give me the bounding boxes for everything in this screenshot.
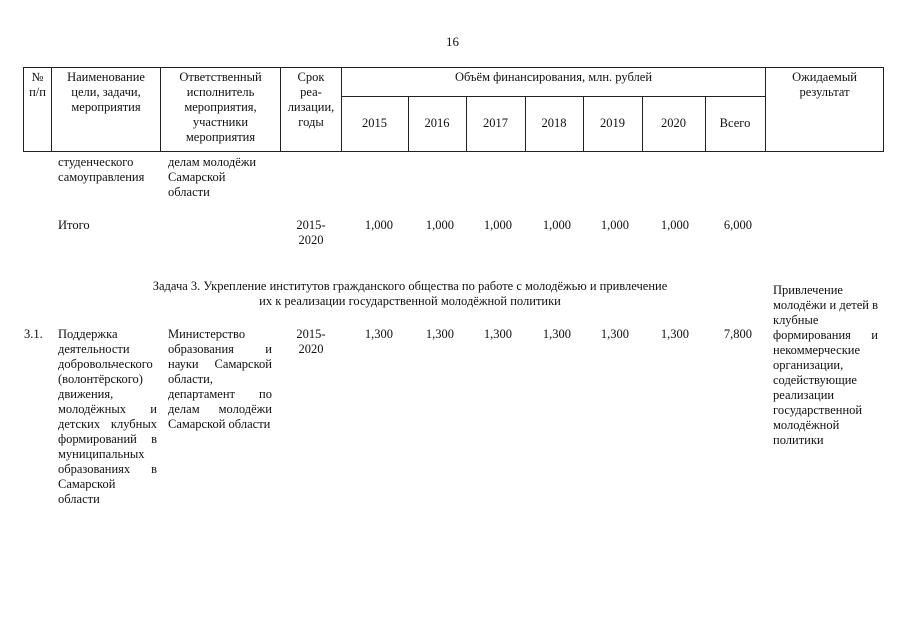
header-year: 2017 [483, 116, 508, 130]
continued-name: студенческого самоуправления [58, 155, 145, 184]
total-term: 2015- 2020 [296, 218, 326, 247]
expected-result: Привлечение молодёжи и детей в клубные формирования и некоммерческие организации, содействующие реализации государственной молодёжной политики [773, 283, 878, 447]
header-year: 2015 [362, 116, 387, 130]
row-value: 1,300 [542, 327, 571, 341]
row-value: 1,300 [483, 327, 512, 341]
page-number: 16 [446, 34, 459, 49]
total-value: 1,000 [483, 218, 512, 232]
total-value: 1,000 [600, 218, 629, 232]
continued-responsible: делам молодёжи Самарской области [168, 155, 257, 199]
total-value: 1,000 [542, 218, 571, 232]
row-value: 1,300 [600, 327, 629, 341]
row-value: 1,300 [364, 327, 393, 341]
row-term: 2015- 2020 [296, 327, 326, 356]
total-value: 1,000 [425, 218, 454, 232]
total-value: 1,000 [660, 218, 689, 232]
header-name: Наименование цели, задачи, мероприятия [67, 70, 145, 114]
header-total: Всего [719, 116, 751, 130]
header-term: Срок реа- лизации, годы [287, 70, 335, 129]
row-name: Поддержка деятельности добровольческого (волонтёрского) движения, молодёжных и детских клубных формирований в муниципальных образованиях в Самарской области [58, 327, 157, 506]
row-value: 1,300 [660, 327, 689, 341]
header-result: Ожидаемый результат [792, 70, 857, 99]
row-value: 1,300 [425, 327, 454, 341]
row-value: 7,800 [723, 327, 752, 341]
row-responsible: Министерство образования и науки Самарской области, департамент по делам молодёжи Самарской области [168, 327, 272, 431]
total-value: 6,000 [723, 218, 752, 232]
task-title: Задача 3. Укрепление институтов гражданского общества по работе с молодёжью и привлечение их к реализации государственной молодёжной политики [152, 279, 668, 308]
header-year: 2018 [541, 116, 567, 130]
header-year: 2020 [661, 116, 686, 130]
header-year: 2019 [600, 116, 625, 130]
header-financing: Объём финансирования, млн. рублей [454, 70, 653, 84]
header-number: № п/п [29, 70, 46, 99]
header-year: 2016 [424, 116, 450, 130]
total-label: Итого [58, 218, 90, 232]
header-responsible: Ответственный исполнитель мероприятия, участники мероприятия [179, 70, 262, 144]
row-number: 3.1. [24, 327, 43, 341]
total-value: 1,000 [364, 218, 393, 232]
